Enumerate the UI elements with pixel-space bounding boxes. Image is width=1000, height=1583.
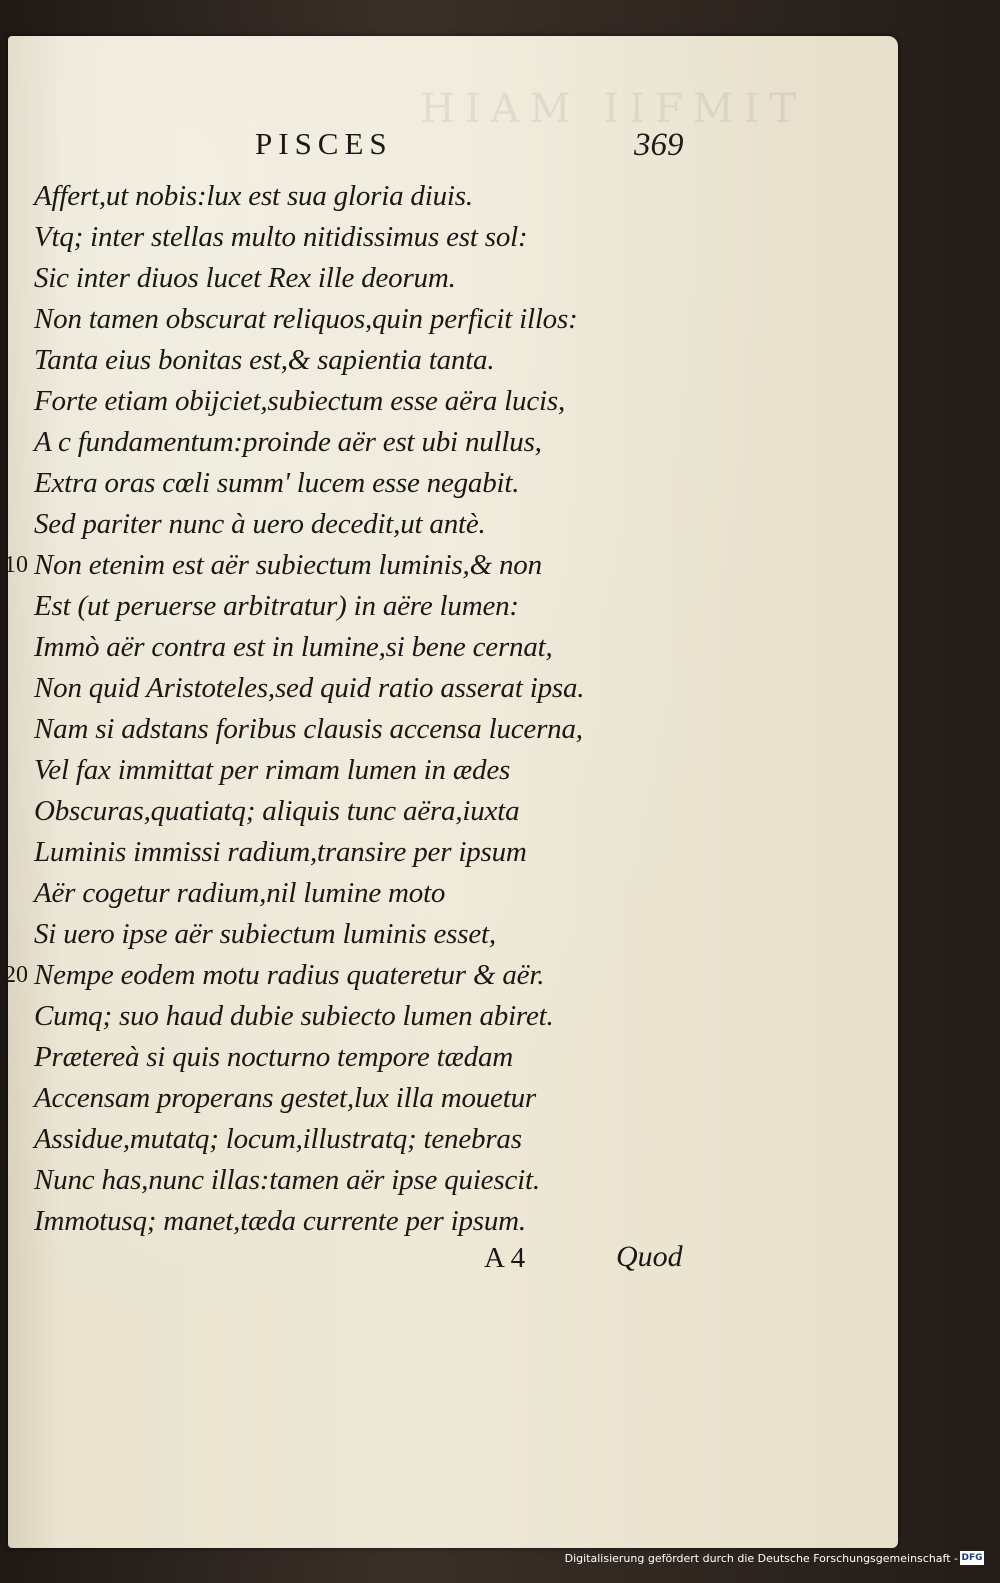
verse-line: Cumq; suo haud dubie subiecto lumen abiret. [34, 1000, 554, 1032]
page-number: 369 [634, 127, 684, 163]
funding-credit: Digitalisierung gefördert durch die Deutsche Forschungsgemeinschaft - [564, 1552, 958, 1565]
verse-line: Si uero ipse aër subiectum luminis esset, [34, 918, 496, 950]
verse-line: Immotusq; manet,tæda currente per ipsum. [34, 1205, 526, 1237]
verse-line: Tanta eius bonitas est,& sapientia tanta. [34, 344, 495, 376]
verse-block [34, 176, 674, 1242]
verse-line: Non tamen obscurat reliquos,quin perficit illos: [34, 303, 578, 335]
line-number-10: 10 [4, 552, 28, 578]
catchword: Quod [616, 1240, 683, 1273]
line-number-20: 20 [4, 962, 28, 988]
signature-mark: A 4 [484, 1242, 526, 1274]
verse-line: Extra oras cœli summ' lucem esse negabit. [34, 467, 520, 499]
verse-line: Est (ut peruerse arbitratur) in aëre lumen: [34, 590, 519, 622]
verse-line: Forte etiam obijciet,subiectum esse aëra lucis, [34, 385, 566, 417]
verse-line: Nam si adstans foribus clausis accensa lucerna, [34, 713, 583, 745]
verse-line: Non etenim est aër subiectum luminis,& non [34, 549, 542, 581]
verse-line: Prætereà si quis nocturno tempore tædam [34, 1041, 513, 1073]
verse-line: Affert,ut nobis:lux est sua gloria diuis. [34, 180, 473, 212]
verse-line: Nempe eodem motu radius quateretur & aër. [34, 959, 545, 991]
running-head: PISCES [255, 126, 393, 161]
verse-line: Aër cogetur radium,nil lumine moto [34, 877, 446, 909]
verse-line: Sic inter diuos lucet Rex ille deorum. [34, 262, 456, 294]
verse-line: Obscuras,quatiatq; aliquis tunc aëra,iuxta [34, 795, 520, 827]
verse-line: Vel fax immittat per rimam lumen in ædes [34, 754, 511, 786]
verse-line: Luminis immissi radium,transire per ipsum [34, 836, 527, 868]
verse-line: Non quid Aristoteles,sed quid ratio asserat ipsa. [34, 672, 585, 704]
verse-line: Nunc has,nunc illas:tamen aër ipse quiescit. [34, 1164, 540, 1196]
verse-line: Sed pariter nunc à uero decedit,ut antè. [34, 508, 486, 540]
verse-line: Vtq; inter stellas multo nitidissimus est sol: [34, 221, 528, 253]
verse-line: Accensam properans gestet,lux illa mouetur [34, 1082, 536, 1114]
verse-line: Assidue,mutatq; locum,illustratq; tenebras [34, 1123, 522, 1155]
verse-line: Immò aër contra est in lumine,si bene cernat, [34, 631, 553, 663]
verse-line: A c fundamentum:proinde aër est ubi nullus, [34, 426, 542, 458]
dfg-logo: DFG [961, 1553, 983, 1563]
